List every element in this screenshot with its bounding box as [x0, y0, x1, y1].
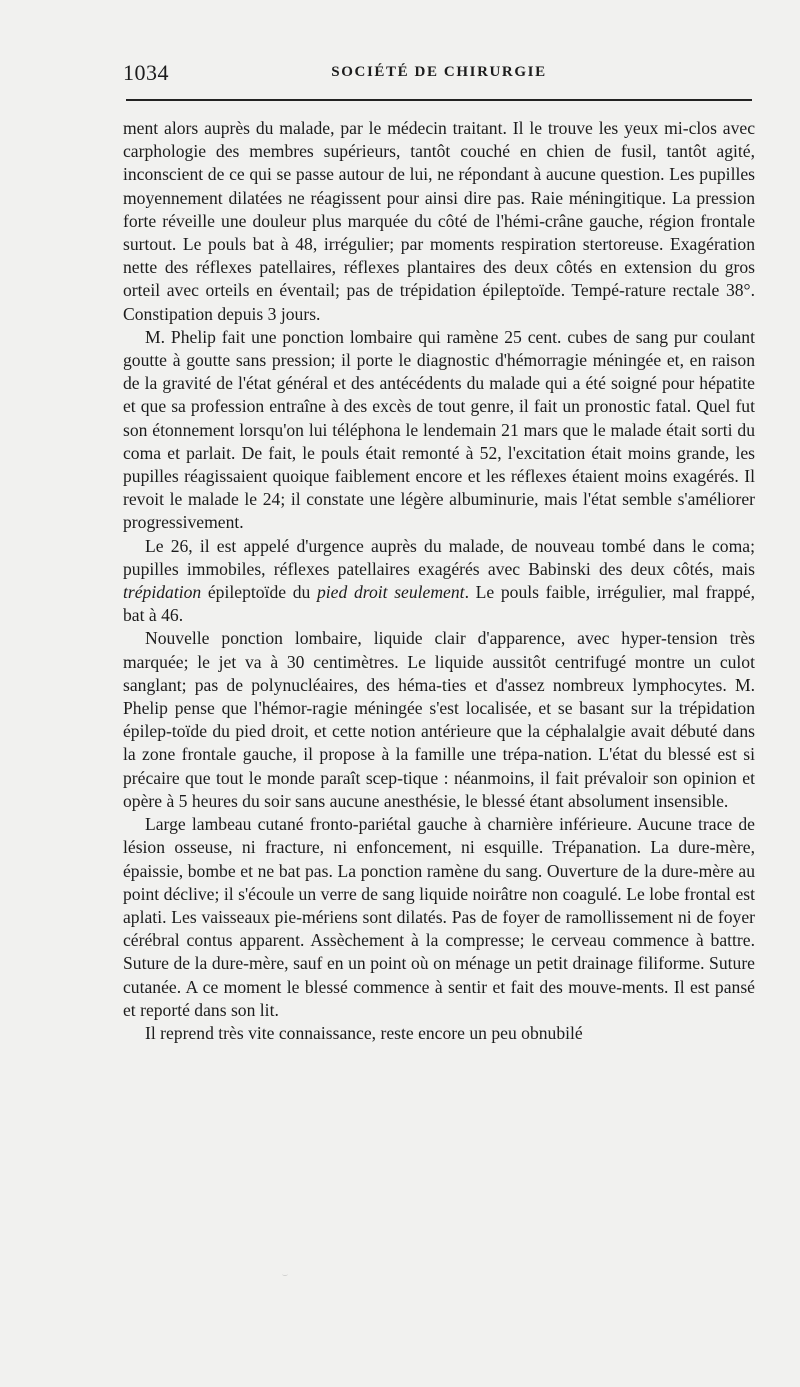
paragraph-4: Nouvelle ponction lombaire, liquide clair d'apparence, avec hyper-tension très marquée; le jet va à 30 centimètres. Le liquide aussitôt centrifugé montre un culot sanglant; pas de polynucléaires, des héma-ties et d'assez nombreux lymphocytes. M. Phelip pense que l'hémor-ragie méningée s'est localisée, et se basant sur la trépidation épilep-toïde du pied droit, et cette notion antérieure que la céphalalgie avait débuté dans la zone frontale gauche, il propose à la famille une trépa-nation. L'état du blessé est si précaire que tout le monde paraît scep-tique : néanmoins, il fait prévaloir son opinion et opère à 5 heures du soir sans aucune anesthésie, le blessé étant absolument insensible. [123, 628, 755, 811]
paragraph-1: ment alors auprès du malade, par le médecin traitant. Il le trouve les yeux mi-clos avec carphologie des membres supérieurs, tantôt couché en chien de fusil, tantôt agité, inconscient de ce qui se passe autour de lui, ne répondant à aucune question. Les pupilles moyennement dilatées ne réagissent pour ainsi dire pas. Raie méningitique. La pression forte réveille une douleur plus marquée du côté de l'hémi-crâne gauche, région frontale surtout. Le pouls bat à 48, irrégulier; par moments respiration stertoreuse. Exagération nette des réflexes patellaires, réflexes plantaires des deux côtés en extension du gros orteil avec orteils en éventail; pas de trépidation épileptoïde. Tempé-rature rectale 38°. Constipation depuis 3 jours. [123, 118, 755, 324]
paragraph-2: M. Phelip fait une ponction lombaire qui ramène 25 cent. cubes de sang pur coulant goutte à goutte sans pression; il porte le diagnostic d'hémorragie méningée et, en raison de la gravité de l'état général et des antécédents du malade qui a été soigné pour hépatite et que sa profession entraîne à des excès de tout genre, il fait un pronostic fatal. Quel fut son étonnement lorsqu'on lui téléphona le lendemain 21 mars que le malade était sorti du coma et parlait. De fait, le pouls était remonté à 52, l'excitation était moins grande, les pupilles réagissaient quoique faiblement encore et les réflexes étaient moins exagérés. Il revoit le malade le 24; il constate une légère albuminurie, mais l'état semble s'améliorer progressivement. [123, 326, 755, 533]
page-number: 1034 [123, 60, 169, 85]
paragraph-3-text-before: Le 26, il est appelé d'urgence auprès du malade, de nouveau tombé dans le coma; pupilles immobiles, réflexes patellaires exagérés avec Babinski des deux côtés, mais [123, 535, 755, 579]
paragraph-3 [123, 535, 755, 628]
paragraph-3-text-middle: épileptoïde du [201, 582, 317, 603]
body-text [123, 117, 755, 1045]
italic-trepidation: trépidation [123, 582, 202, 603]
italic-pied-droit-seulement: pied droit seulement [317, 582, 465, 603]
paragraph-5: Large lambeau cutané fronto-pariétal gauche à charnière inférieure. Aucune trace de lésion osseuse, ni fracture, ni enfoncement, ni esquille. Trépanation. La dure-mère, épaissie, bombe et ne bat pas. La ponction ramène du sang. Ouverture de la dure-mère au point déclive; il s'écoule un verre de sang liquide noirâtre non coagulé. Le lobe frontal est aplati. Les vaisseaux pie-mériens sont dilatés. Pas de foyer de ramollissement ni de foyer cérébral contus apparent. Assèchement à la compresse; le cerveau commence à battre. Suture de la dure-mère, sauf en un point où on ménage un petit drainage filiforme. Suture cutanée. A ce moment le blessé commence à sentir et fait des mouve-ments. Il est pansé et reporté dans son lit. [123, 814, 755, 1020]
paragraph-6: Il reprend très vite connaissance, reste encore un peu obnubilé [145, 1022, 583, 1043]
page-header [123, 60, 755, 86]
paragraph-3-text-after: . Le pouls faible, irrégulier, mal frappé, bat à 46. [123, 582, 755, 626]
header-rule [126, 99, 752, 101]
paper-speck [282, 1272, 288, 1276]
running-title: SOCIÉTÉ DE CHIRURGIE [331, 64, 547, 80]
